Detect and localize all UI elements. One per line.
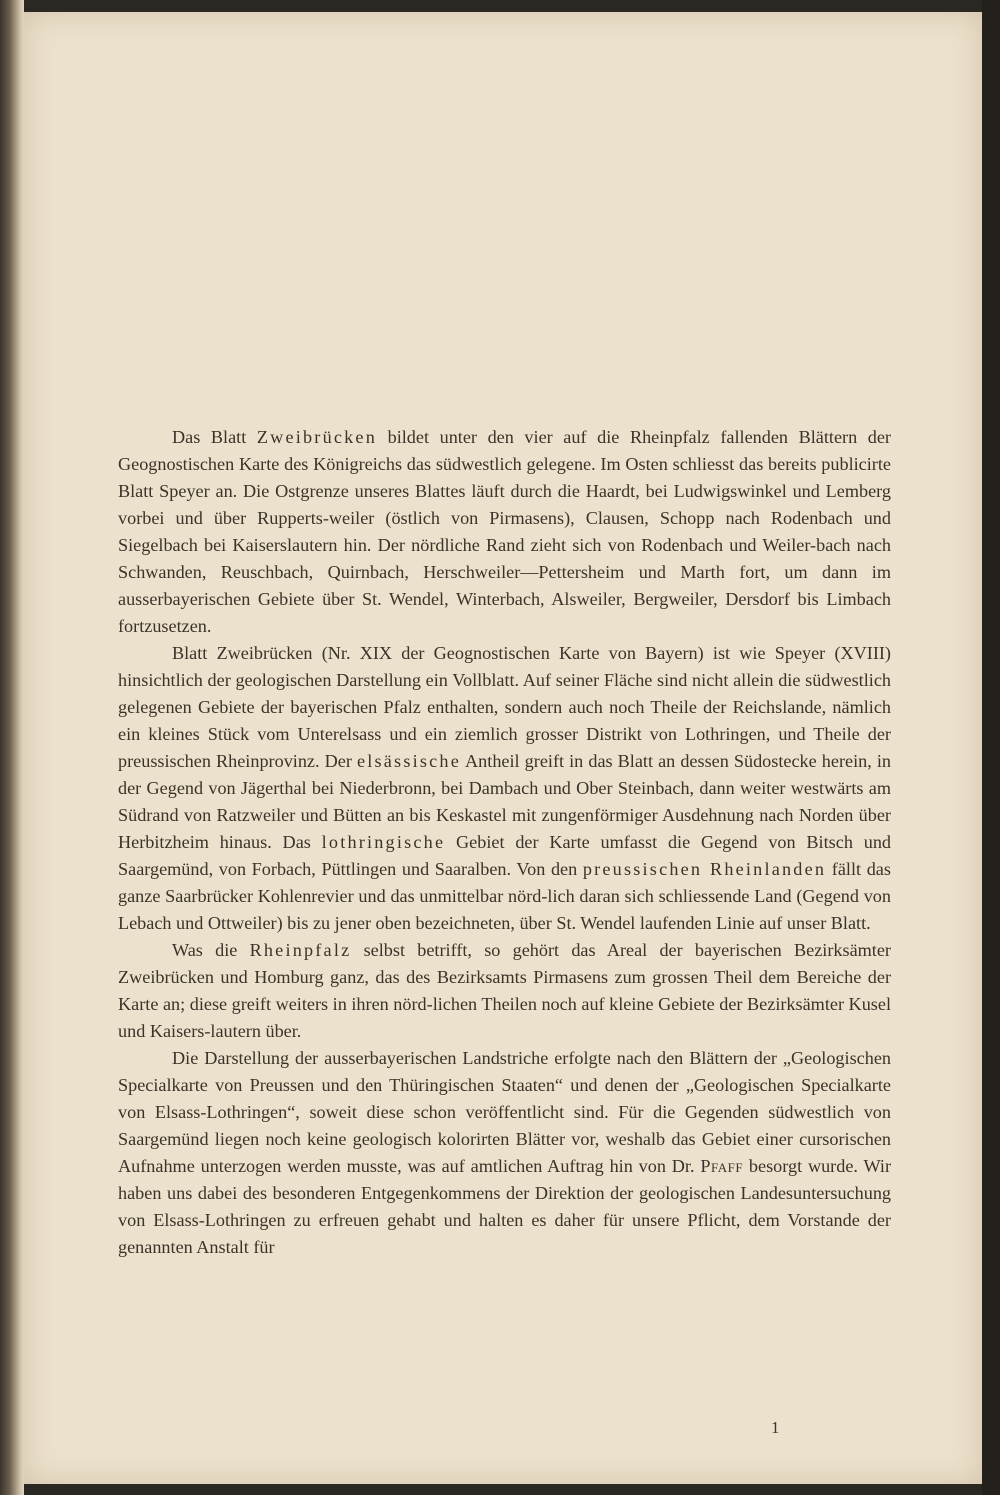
paragraph-2 bbox=[118, 640, 891, 937]
author-name: Pfaff bbox=[700, 1156, 744, 1176]
text-segment: besorgt wurde. Wir haben uns dabei des besonderen Entgegenkommens der Direktion der geologischen Landesuntersuchung von Elsass-Lothringen zu erfreuen gehabt und halten es daher für unsere Pflicht, dem Vorstande der genannten Anstalt für bbox=[118, 1156, 892, 1257]
paragraph-1 bbox=[118, 424, 891, 640]
spaced-term: preussischen Rheinlanden bbox=[582, 859, 827, 879]
spaced-term: lothringische bbox=[321, 832, 446, 852]
text-segment: bildet unter den vier auf die Rheinpfalz fallenden Blättern der Geognostischen Karte des Königreichs das südwestlich gelegene. Im Osten schliesst das bereits publicirte Blatt Speyer an. Die Ostgrenze unseres Blattes läuft durch die Haardt, bei Ludwigswinkel und Lemberg vorbei und über Rupperts-weiler (östlich von Pirmasens), Clausen, Schopp nach Rodenbach und Siegelbach bei Kaiserslautern hin. Der nördliche Rand zieht sich von Rodenbach und Weiler-bach nach Schwanden, Reuschbach, Quirnbach, Herschweiler—Pettersheim und Marth fort, um dann im ausserbayerischen Gebiete über St. Wendel, Winterbach, Alsweiler, Bergweiler, Dersdorf bis Limbach fortzusetzen. bbox=[118, 427, 891, 636]
paragraph-4 bbox=[118, 1045, 891, 1261]
spaced-term: Rheinpfalz bbox=[249, 940, 352, 960]
text-segment: fällt das ganze Saarbrücker Kohlenrevier und das unmittelbar nörd-lich daran sich schliessende Land (Gegend von Lebach und Ottweiler) bis zu jener oben bezeichneten, über St. Wendel laufenden Linie auf unser Blatt. bbox=[118, 859, 891, 933]
spaced-term: Zweibrücken bbox=[256, 427, 377, 447]
paragraph-3 bbox=[118, 937, 891, 1045]
text-segment: Die Darstellung der ausserbayerischen Landstriche erfolgte nach den Blättern der „Geologischen Specialkarte von Preussen und den Thüringischen Staaten“ und denen der „Geologischen Specialkarte von Elsass-Lothringen“, soweit diese schon veröffentlicht sind. Für die Gegenden südwestlich von Saargemünd liegen noch keine geologisch kolorirten Blätter vor, weshalb das Gebiet einer cursorischen Aufnahme unterzogen werden musste, was auf amtlichen Auftrag hin von Dr. bbox=[118, 1048, 891, 1176]
spaced-term: elsässische bbox=[356, 751, 461, 771]
book-binding bbox=[0, 0, 24, 1495]
text-segment: selbst betrifft, so gehört das Areal der bayerischen Bezirksämter Zweibrücken und Homburg ganz, das des Bezirksamts Pirmasens zum grossen Theil dem Bereiche der Karte an; diese greift weiters in ihren nörd-lichen Theilen noch auf kleine Gebiete der Bezirksämter Kusel und Kaisers-lautern über. bbox=[118, 940, 891, 1041]
page-edge-shadow bbox=[982, 0, 1000, 1495]
text-segment: Das Blatt bbox=[172, 427, 257, 447]
text-segment: Blatt Zweibrücken (Nr. XIX der Geognostischen Karte von Bayern) ist wie Speyer (XVIII) hinsichtlich der geologischen Darstellung ein Vollblatt. Auf seiner Fläche sind nicht allein die südwestlich gelegenen Gebiete der bayerischen Pfalz enthalten, sondern auch noch Theile der Reichslande, nämlich ein kleines Stück vom Unterelsass und ein ziemlich grosser Distrikt von Lothringen, und Theile der preussischen Rheinprovinz. Der bbox=[118, 643, 891, 771]
page-number: 1 bbox=[771, 1418, 780, 1437]
text-segment: Was die bbox=[172, 940, 250, 960]
body-text bbox=[118, 424, 891, 1261]
text-segment: Antheil greift in das Blatt an dessen Südostecke herein, in der Gegend von Jägerthal bei Niederbronn, bei Dambach und Ober Steinbach, dann weiter westwärts am Südrand von Ratzweiler und Bütten an bis Keskastel mit zungenförmiger Ausdehnung nach Norden über Herbitzheim hinaus. Das bbox=[118, 751, 891, 852]
text-segment: Gebiet der Karte umfasst die Gegend von Bitsch und Saargemünd, von Forbach, Püttlingen und Saaralben. Von den bbox=[118, 832, 892, 879]
